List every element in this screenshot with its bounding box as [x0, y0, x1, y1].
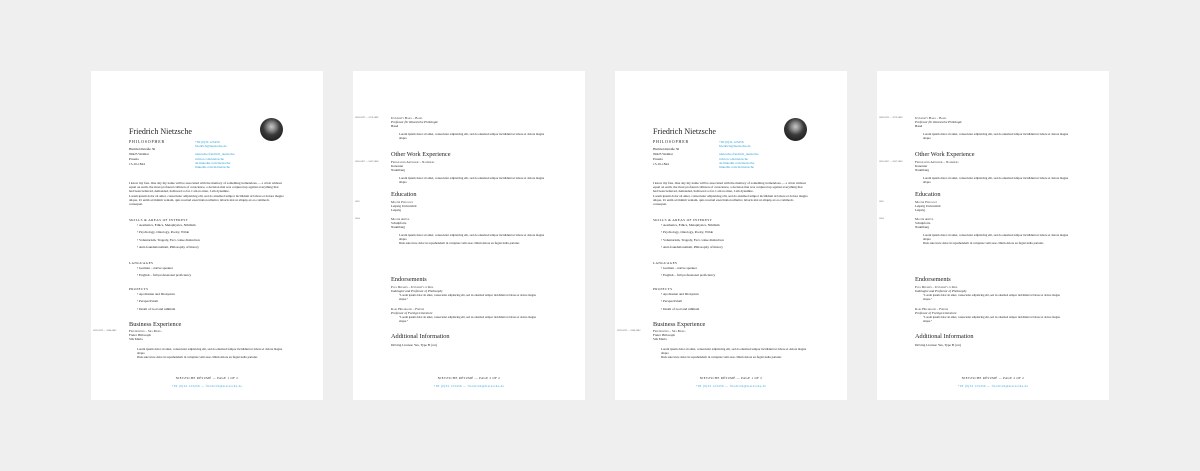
additional-title: Additional Information [391, 333, 450, 340]
skills-title: SKILLS & AREAS OF INTEREST [129, 218, 189, 222]
footer-contact[interactable]: +00 (0)34 123456 — friedrich@nietzsche.de [433, 384, 505, 388]
linkedin-link-2[interactable]: linkedin.com/in/nietzsche [719, 165, 754, 170]
twitter-link[interactable]: twitter.com/nietzsche [719, 156, 748, 161]
edu2-bullets: Lorem ipsum dolor sit amet, consectetur adipisicing elit, sed do eiusmod tempor incididunt ut labore et dolore magna aliqua Duis aute irure dolor in reprehenderit in voluptate velit esse cillum dolore eu fugiat nulla pariatur. [399, 233, 545, 246]
page-footer: NIETZSCHE RÉSUMÉ — PAGE 2 OF 2 [437, 376, 501, 380]
linkedin-link[interactable]: de.linkedin.com/nietzsche [719, 160, 755, 165]
resume-page-1 [91, 71, 323, 400]
work-bullet: Lorem ipsum dolor sit amet, consectetur adipisicing elit, sed do eiusmod tempor incididunt ut labore et dolore magna aliqua [399, 132, 545, 141]
languages-list: • German – native speaker • English – full professional proficiency [661, 265, 715, 280]
other-date: 1865-1867 — 1867-1868 [355, 161, 379, 163]
languages-title: LANGUAGES [653, 261, 678, 265]
other-work-title: Other Work Experience [391, 151, 451, 158]
languages-title: LANGUAGES [129, 261, 154, 265]
web-link[interactable]: nietzsche.friedrich_nietzsche [195, 152, 235, 157]
skills-list: • Aesthetics, Ethics, Metaphysics, Nihilism • Psychology, Ontology, Poetry, Wilde • Voluntarism, Tragedy, Fact–value distinction • Anti-foundationalism, Philosophy of history [137, 222, 200, 252]
work-entry: University Basel – Basel Professor für Klassische Philologie Basel [391, 116, 438, 129]
address-block: Humboldtstraße 36 99425 Weimar Prussia 15-10-1844 [653, 147, 680, 166]
resume-role: PHILOSOPHER [653, 139, 689, 144]
projects-title: PROJECTS [129, 287, 149, 291]
edu2-entry: Master Abitur Schulpforta Naumburg [391, 217, 410, 230]
resume-name: Friedrich Nietzsche [129, 127, 192, 136]
profile-photo [260, 118, 283, 141]
business-date: 1870-1879 — 1880-1882 [93, 330, 117, 332]
other-entry: Freiwilliger Artillerie – Naumburg Kanonier Naumburg [391, 160, 435, 173]
endorsement-2-quote: “Lorem ipsum dolor sit amet, consectetur adipisicing elit, sed do eiusmod tempor incididunt ut labore et dolore magna aliqua.” [923, 315, 1060, 323]
resume-name: Friedrich Nietzsche [653, 127, 716, 136]
work-bullet: Lorem ipsum dolor sit amet, consectetur adipisicing elit, sed do eiusmod tempor incididunt ut labore et dolore magna aliqua [923, 132, 1069, 141]
business-entry: Freudenstein – Sils Maria Freier Philosoph Sils Maria [129, 329, 162, 342]
endorsement-2-quote: “Lorem ipsum dolor sit amet, consectetur adipisicing elit, sed do eiusmod tempor incididunt ut labore et dolore magna aliqua.” [399, 315, 536, 323]
additional-info: Driving License: Yes, Type B (car) [915, 343, 961, 347]
languages-list: • German – native speaker • English – full professional proficiency [137, 265, 191, 280]
email-link[interactable]: friedrich@nietzsche.de [195, 144, 227, 149]
page-footer: NIETZSCHE RÉSUMÉ — PAGE 1 OF 2 [175, 376, 239, 380]
entry-date: 1869-1879 — 1879-1889 [879, 117, 903, 119]
projects-list: • Apollonian and Dionysian • Perspectivism • Death of God and nihilism [661, 291, 699, 313]
resume-role: PHILOSOPHER [129, 139, 165, 144]
edu1-entry: Master Philology Leipzig Universität Leipzig [915, 200, 941, 213]
projects-title: PROJECTS [653, 287, 673, 291]
endorsement-1: Paul Deussen – University of Kiel Indologist and Professor of Philosophy [915, 285, 967, 294]
web-link[interactable]: nietzsche.friedrich_nietzsche [719, 152, 759, 157]
edu1-date: 1865 [355, 201, 360, 203]
edu1-date: 1865 [879, 201, 884, 203]
business-entry: Freudenstein – Sils Maria Freier Philosoph Sils Maria [653, 329, 686, 342]
contact-block [719, 140, 758, 169]
business-title: Business Experience [129, 321, 182, 328]
email-link[interactable]: friedrich@nietzsche.de [719, 144, 751, 149]
other-entry: Freiwilliger Artillerie – Naumburg Kanonier Naumburg [915, 160, 959, 173]
education-title: Education [391, 191, 417, 198]
endorsement-1-quote: “Lorem ipsum dolor sit amet, consectetur adipisicing elit, sed do eiusmod tempor incididunt ut labore et dolore magna aliqua.” [923, 293, 1060, 301]
other-bullet: Lorem ipsum dolor sit amet, consectetur adipisicing elit, sed do eiusmod tempor incididunt ut labore et dolore magna aliqua [923, 176, 1069, 185]
endorsement-1: Paul Deussen – University of Kiel Indologist and Professor of Philosophy [391, 285, 443, 294]
skills-list: • Aesthetics, Ethics, Metaphysics, Nihilism • Psychology, Ontology, Poetry, Wilde • Voluntarism, Tragedy, Fact–value distinction • Anti-foundationalism, Philosophy of history [661, 222, 724, 252]
phone-link[interactable]: +00 (0)34 123456 [719, 140, 744, 144]
edu2-bullets: Lorem ipsum dolor sit amet, consectetur adipisicing elit, sed do eiusmod tempor incididunt ut labore et dolore magna aliqua Duis aute irure dolor in reprehenderit in voluptate velit esse cillum dolore eu fugiat nulla pariatur. [923, 233, 1069, 246]
address-block: Humboldtstraße 36 99425 Weimar Prussia 15-10-1844 [129, 147, 156, 166]
endorsement-2: Karl Hillebrand – Firenze Professor of Foreign Literature [915, 307, 957, 316]
edu2-entry: Master Abitur Schulpforta Naumburg [915, 217, 934, 230]
skills-title: SKILLS & AREAS OF INTEREST [653, 218, 713, 222]
page-footer: NIETZSCHE RÉSUMÉ — PAGE 2 OF 2 [961, 376, 1025, 380]
business-date: 1870-1879 — 1880-1882 [617, 330, 641, 332]
summary: I know my fate. One day my name will be associated with the memory of something tremendous — a crisis without equal on earth, the most profound collision of conscience, a decision that was conjured up against everything that had been believed, demanded, hallowed so far. I am no man, I am dynamite. Lorem ipsum dolor sit amet, consectetur adipisicing elit, sed do eiusmod tempor incididunt ut labore et dolore magna aliqua. Ut enim ad minim veniam, quis nostrud exercitation ullamco laboris nisi ut aliquip ex ea commodo consequat. [653, 181, 808, 207]
resume-page-2-copy [877, 71, 1109, 400]
contact-block [195, 140, 234, 169]
linkedin-link[interactable]: de.linkedin.com/nietzsche [195, 160, 231, 165]
twitter-link[interactable]: twitter.com/nietzsche [195, 156, 224, 161]
other-work-title: Other Work Experience [915, 151, 975, 158]
business-bullets: Lorem ipsum dolor sit amet, consectetur adipisicing elit, sed do eiusmod tempor incididunt ut labore et dolore magna aliqua Duis aute irure dolor in reprehenderit in voluptate velit esse cillum dolore eu fugiat nulla pariatur. [137, 347, 283, 360]
edu2-date: 1864 [355, 218, 360, 220]
profile-photo [784, 118, 807, 141]
phone-link[interactable]: +00 (0)34 123456 [195, 140, 220, 144]
entry-date: 1869-1879 — 1879-1889 [355, 117, 379, 119]
endorsements-title: Endorsements [391, 276, 427, 283]
additional-info: Driving License: Yes, Type B (car) [391, 343, 437, 347]
linkedin-link-2[interactable]: linkedin.com/in/nietzsche [195, 165, 230, 170]
footer-contact[interactable]: +00 (0)34 123456 — friedrich@nietzsche.de [957, 384, 1029, 388]
footer-contact[interactable]: +00 (0)34 123456 — friedrich@nietzsche.de [695, 384, 767, 388]
business-bullets: Lorem ipsum dolor sit amet, consectetur adipisicing elit, sed do eiusmod tempor incididunt ut labore et dolore magna aliqua Duis aute irure dolor in reprehenderit in voluptate velit esse cillum dolore eu fugiat nulla pariatur. [661, 347, 807, 360]
resume-page-2 [353, 71, 585, 400]
footer-contact[interactable]: +00 (0)34 123456 — friedrich@nietzsche.de [171, 384, 243, 388]
projects-list: • Apollonian and Dionysian • Perspectivism • Death of God and nihilism [137, 291, 175, 313]
endorsements-title: Endorsements [915, 276, 951, 283]
endorsement-1-quote: “Lorem ipsum dolor sit amet, consectetur adipisicing elit, sed do eiusmod tempor incididunt ut labore et dolore magna aliqua.” [399, 293, 536, 301]
resume-page-1-copy [615, 71, 847, 400]
additional-title: Additional Information [915, 333, 974, 340]
business-title: Business Experience [653, 321, 706, 328]
other-date: 1865-1867 — 1867-1868 [879, 161, 903, 163]
summary: I know my fate. One day my name will be associated with the memory of something tremendous — a crisis without equal on earth, the most profound collision of conscience, a decision that was conjured up against everything that had been believed, demanded, hallowed so far. I am no man, I am dynamite. Lorem ipsum dolor sit amet, consectetur adipisicing elit, sed do eiusmod tempor incididunt ut labore et dolore magna aliqua. Ut enim ad minim veniam, quis nostrud exercitation ullamco laboris nisi ut aliquip ex ea commodo consequat. [129, 181, 284, 207]
edu2-date: 1864 [879, 218, 884, 220]
page-footer: NIETZSCHE RÉSUMÉ — PAGE 1 OF 2 [699, 376, 763, 380]
edu1-entry: Master Philology Leipzig Universität Leipzig [391, 200, 417, 213]
education-title: Education [915, 191, 941, 198]
other-bullet: Lorem ipsum dolor sit amet, consectetur adipisicing elit, sed do eiusmod tempor incididunt ut labore et dolore magna aliqua [399, 176, 545, 185]
endorsement-2: Karl Hillebrand – Firenze Professor of Foreign Literature [391, 307, 433, 316]
work-entry: University Basel – Basel Professor für Klassische Philologie Basel [915, 116, 962, 129]
